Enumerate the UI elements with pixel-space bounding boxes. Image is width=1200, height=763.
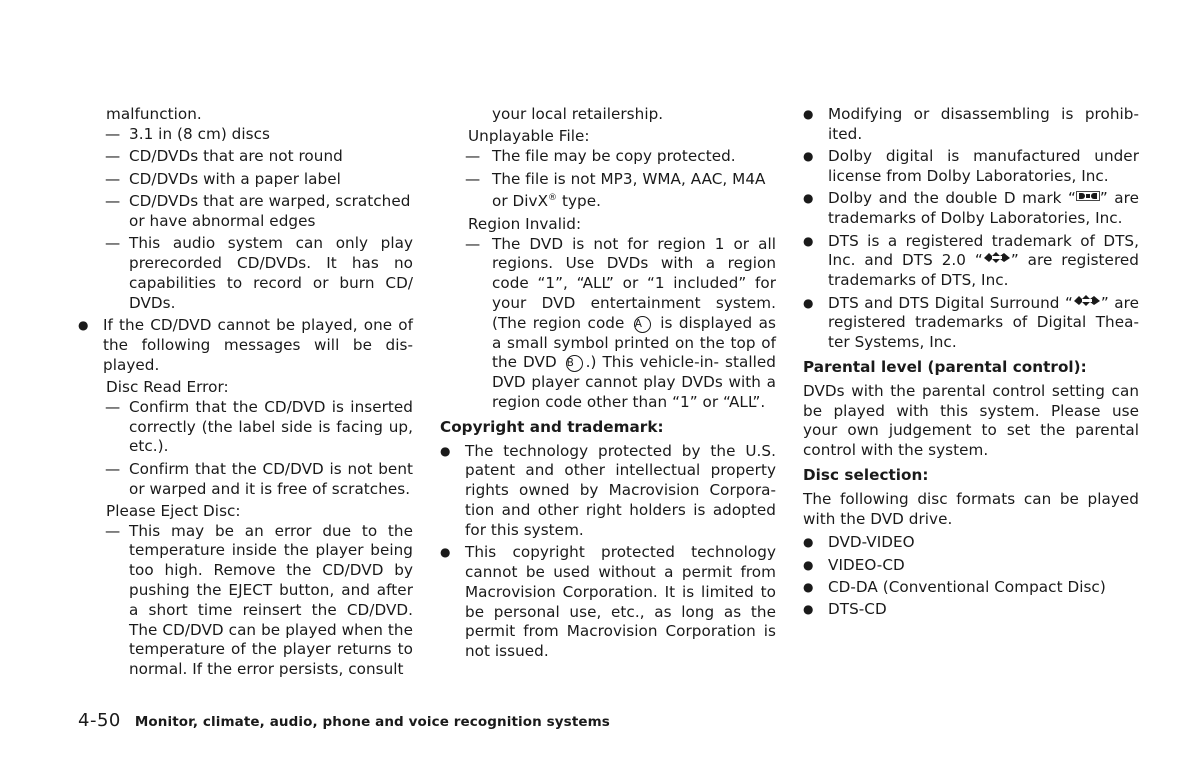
column-1 — [78, 105, 413, 683]
bullet-icon: ● — [803, 535, 814, 550]
bullet-icon: ● — [803, 191, 814, 206]
continued-text: your local retailership. — [492, 105, 664, 123]
bullet-icon: ● — [803, 149, 814, 164]
list-item: — CD/DVDs that are warped, scratched or have abnormal edges — [105, 191, 411, 230]
message-heading: Disc Read Error: — [106, 377, 229, 396]
list-item: — The file may be copy protected. — [465, 147, 736, 166]
bullet-icon: ● — [803, 107, 814, 121]
message-heading: Unplayable File: — [468, 127, 590, 146]
list-item: ● DVD-VIDEO — [803, 533, 915, 552]
bullet-item: ● DTS and DTS Digital Surround “ ” are registered trademarks of Digital Thea- ter Systems, Inc. — [803, 293, 1139, 352]
paragraph: DVDs with the parental control setting can be played with this system. Please use your own judgement to set the parental control with the system. — [803, 381, 1139, 460]
bullet-icon: ● — [440, 545, 451, 560]
bullet-item: ● Dolby digital is manufactured under license from Dolby Laboratories, Inc. — [803, 147, 1139, 185]
list-item: — CD/DVDs that are not round — [105, 147, 343, 166]
list-item: — This may be an error due to the temperature inside the player being too high. Remove the CD/DVD by pushing the EJECT button, and after a short time reinsert the CD/DVD. The CD/DVD can be played when the temperature of the player returns to normal. If the error persists, consult — [105, 521, 413, 679]
bullet-item: ● Modifying or disassembling is prohib- ited. — [803, 105, 1139, 143]
bullet-item: ● If the CD/DVD cannot be played, one of the following messages will be dis- played. — [78, 315, 413, 374]
column-2 — [440, 105, 776, 665]
dts-logo-icon — [983, 252, 1011, 263]
registered-mark: ® — [548, 193, 558, 204]
bullet-icon: ● — [803, 295, 814, 310]
region-code-b-symbol: B — [566, 355, 583, 372]
list-item: — CD/DVDs with a paper label — [105, 169, 341, 188]
list-item: ● VIDEO-CD — [803, 555, 905, 574]
page-footer — [78, 710, 610, 731]
bullet-icon: ● — [440, 443, 451, 458]
dolby-double-d-logo-icon — [1076, 191, 1100, 201]
bullet-icon: ● — [78, 317, 89, 332]
bullet-icon: ● — [803, 580, 814, 595]
list-item: — The DVD is not for region 1 or all regions. Use DVDs with a region code “1”, “ALL” or “1 included” for your DVD entertainment system. (The region code A is displayed as a small symbol printed on the top of the DVD B .) This vehicle-in- stalled DVD player cannot play DVDs with a region code other than “1” or “ALL”. — [465, 234, 776, 411]
list-item: — The file is not MP3, WMA, AAC, M4A or DivX® type. — [465, 169, 766, 211]
dts-digital-surround-logo-icon — [1073, 295, 1101, 306]
list-item: — 3.1 in (8 cm) discs — [105, 124, 270, 143]
continued-text: malfunction. — [106, 105, 202, 123]
region-code-a-symbol: A — [634, 316, 651, 333]
message-heading: Region Invalid: — [468, 214, 582, 233]
list-item: ● DTS-CD — [803, 600, 887, 619]
section-heading: Copyright and trademark: — [440, 417, 664, 436]
message-heading: Please Eject Disc: — [106, 501, 241, 520]
list-item: — This audio system can only play prerecorded CD/DVDs. It has no capabilities to record or burn CD/ DVDs. — [105, 234, 413, 312]
bullet-item: ● Dolby and the double D mark “ ” are trademarks of Dolby Laboratories, Inc. — [803, 189, 1139, 228]
section-title: Monitor, climate, audio, phone and voice recognition systems — [134, 714, 610, 730]
bullet-icon: ● — [803, 602, 814, 617]
column-3 — [803, 105, 1139, 623]
list-item: — Confirm that the CD/DVD is inserted correctly (the label side is facing up, etc.). — [105, 397, 413, 456]
bullet-item: ● This copyright protected technology cannot be used without a permit from Macrovision Corporation. It is limited to be personal use, etc., as long as the permit from Macrovision Corporation is not issued. — [440, 543, 776, 661]
bullet-item: ● DTS is a registered trademark of DTS, Inc. and DTS 2.0 “ ” are registered trademarks of DTS, Inc. — [803, 231, 1139, 290]
section-heading: Parental level (parental control): — [803, 357, 1087, 376]
paragraph: The following disc formats can be played with the DVD drive. — [803, 489, 1139, 528]
bullet-icon: ● — [803, 557, 814, 572]
list-item: ● CD-DA (Conventional Compact Disc) — [803, 578, 1106, 597]
list-item: — Confirm that the CD/DVD is not bent or warped and it is free of scratches. — [105, 459, 413, 498]
section-heading: Disc selection: — [803, 465, 929, 484]
bullet-item: ● The technology protected by the U.S. patent and other intellectual property rights owned by Macrovision Corpora- tion and other right holders is adopted for this system. — [440, 441, 776, 539]
page-number: 4-50 — [78, 710, 121, 731]
bullet-icon: ● — [803, 233, 814, 248]
